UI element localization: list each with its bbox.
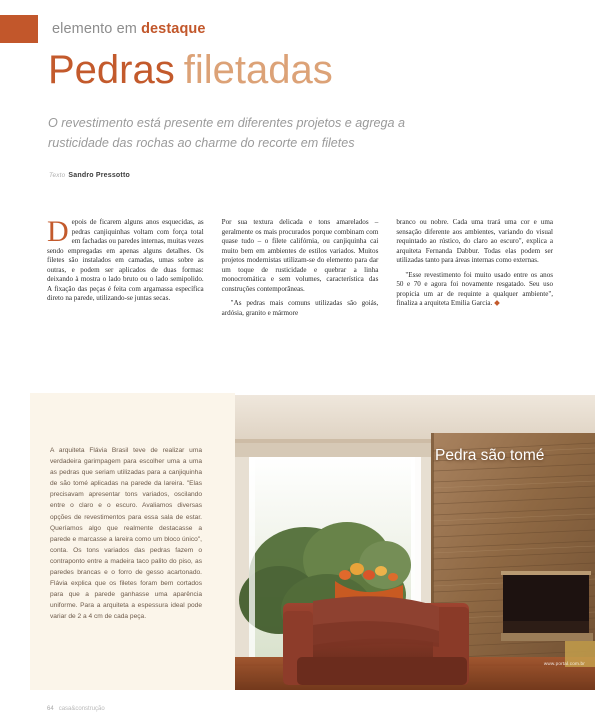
kicker-text [52, 21, 206, 37]
column3-paragraph-1: branco ou nobre. Cada uma trará uma cor e uma sensação diferente aos ambientes, variando do visual requintado ao rústico, do claro ao escuro", explica a arquiteta Fernanda Dabbur. Todas elas podem ser utilizadas tanto para áreas internas como externas. [396, 218, 554, 264]
page-footer [47, 706, 105, 712]
body-column-1 [47, 215, 204, 323]
lower-section [0, 393, 600, 693]
photo-credit: www.portal.com.br [543, 661, 585, 666]
column3-paragraph-2 [396, 271, 553, 309]
photo-label: Pedra são tomé [435, 447, 545, 464]
title-part-1: Pedras [48, 48, 175, 92]
column1-paragraph-1: epois de ficarem alguns anos esquecidas, as pedras canjiquinhas voltam com força total em fachadas ou paredes internas, muitas vezes sendo empregadas em apenas alguns detalhes. Os filetes são instalados em camadas, umas sobre as outras, e podem ser aplicados de duas formas: deixando à mostra o lado bruto ou o lado semipolido. A fixação das peças é feita com argamassa específica direto na parede, utilizando-se juntas secas. [47, 218, 204, 302]
kicker-row [0, 14, 206, 44]
publication-name: casa&construção [58, 706, 105, 712]
photo-caption: A arquiteta Flávia Brasil teve de realizar uma verdadeira garimpagem para escolher uma a uma as pedras que seriam utilizadas para a canjiquinha de são tomé aplicadas na parede da lareira. "Elas precisavam apresentar tons variados, oscilando entre o claro e o escuro. Avaliamos diversas opções de revestimentos para essa sala de estar. Queríamos algo que realmente destacasse a parede e marcasse a lareira como um bloco único", conta. Os tons variados das pedras fazem o contraponto entre a madeira taco palito do piso, as paredes brancas e o forro de gesso acartonado. Flávia explica que os filetes foram bem cortados para que a parede ganhasse uma aparência uniforme. Para a arquiteta a espessura ideal pode variar de 2 a 4 cm de cada peça. [50, 447, 202, 621]
byline-author: Sandro Pressotto [68, 172, 130, 179]
article-photo [235, 395, 595, 690]
accent-square-icon [0, 15, 38, 43]
page-number: 64 [47, 706, 54, 712]
column2-paragraph-2: "As pedras mais comuns utilizadas são goiás, ardósia, granito e mármore [221, 299, 379, 317]
column2-paragraph-1: Por sua textura delicada e tons amarelados – geralmente os mais procurados porque combinam com quase tudo – o filete califórnia, ou canjiquinha cai muito bem em ambientes de estilos variados. Muitos projetos modernistas utilizam-se do elemento para dar um toque de rusticidade e quebrar a linha monocromática e sem volumes, característica das construções contemporâneas. [221, 218, 379, 293]
end-mark-icon [494, 301, 500, 307]
title-part-2: filetadas [183, 48, 333, 92]
kicker-plain: elemento em [52, 21, 142, 37]
body-column-2 [222, 218, 379, 323]
page-title [48, 48, 333, 92]
byline [49, 172, 130, 179]
drop-cap: D [47, 215, 69, 248]
body-column-3 [396, 218, 553, 323]
caption-panel [30, 393, 235, 690]
photo-illustration [235, 395, 595, 690]
kicker-strong: destaque [141, 21, 206, 37]
column3-paragraph-2-text: "Esse revestimento foi muito usado entre os anos 50 e 70 e agora foi novamente resgatado. Seu uso propicia um ar de requinte a qualquer ambiente", finaliza a arquiteta Emilia Garcia. [396, 270, 554, 307]
subtitle: O revestimento está presente em diferentes projetos e agrega a rusticidade das rochas ao charme do recorte em filetes [48, 116, 406, 150]
byline-label: Texto [49, 172, 66, 179]
article-body [47, 215, 554, 323]
